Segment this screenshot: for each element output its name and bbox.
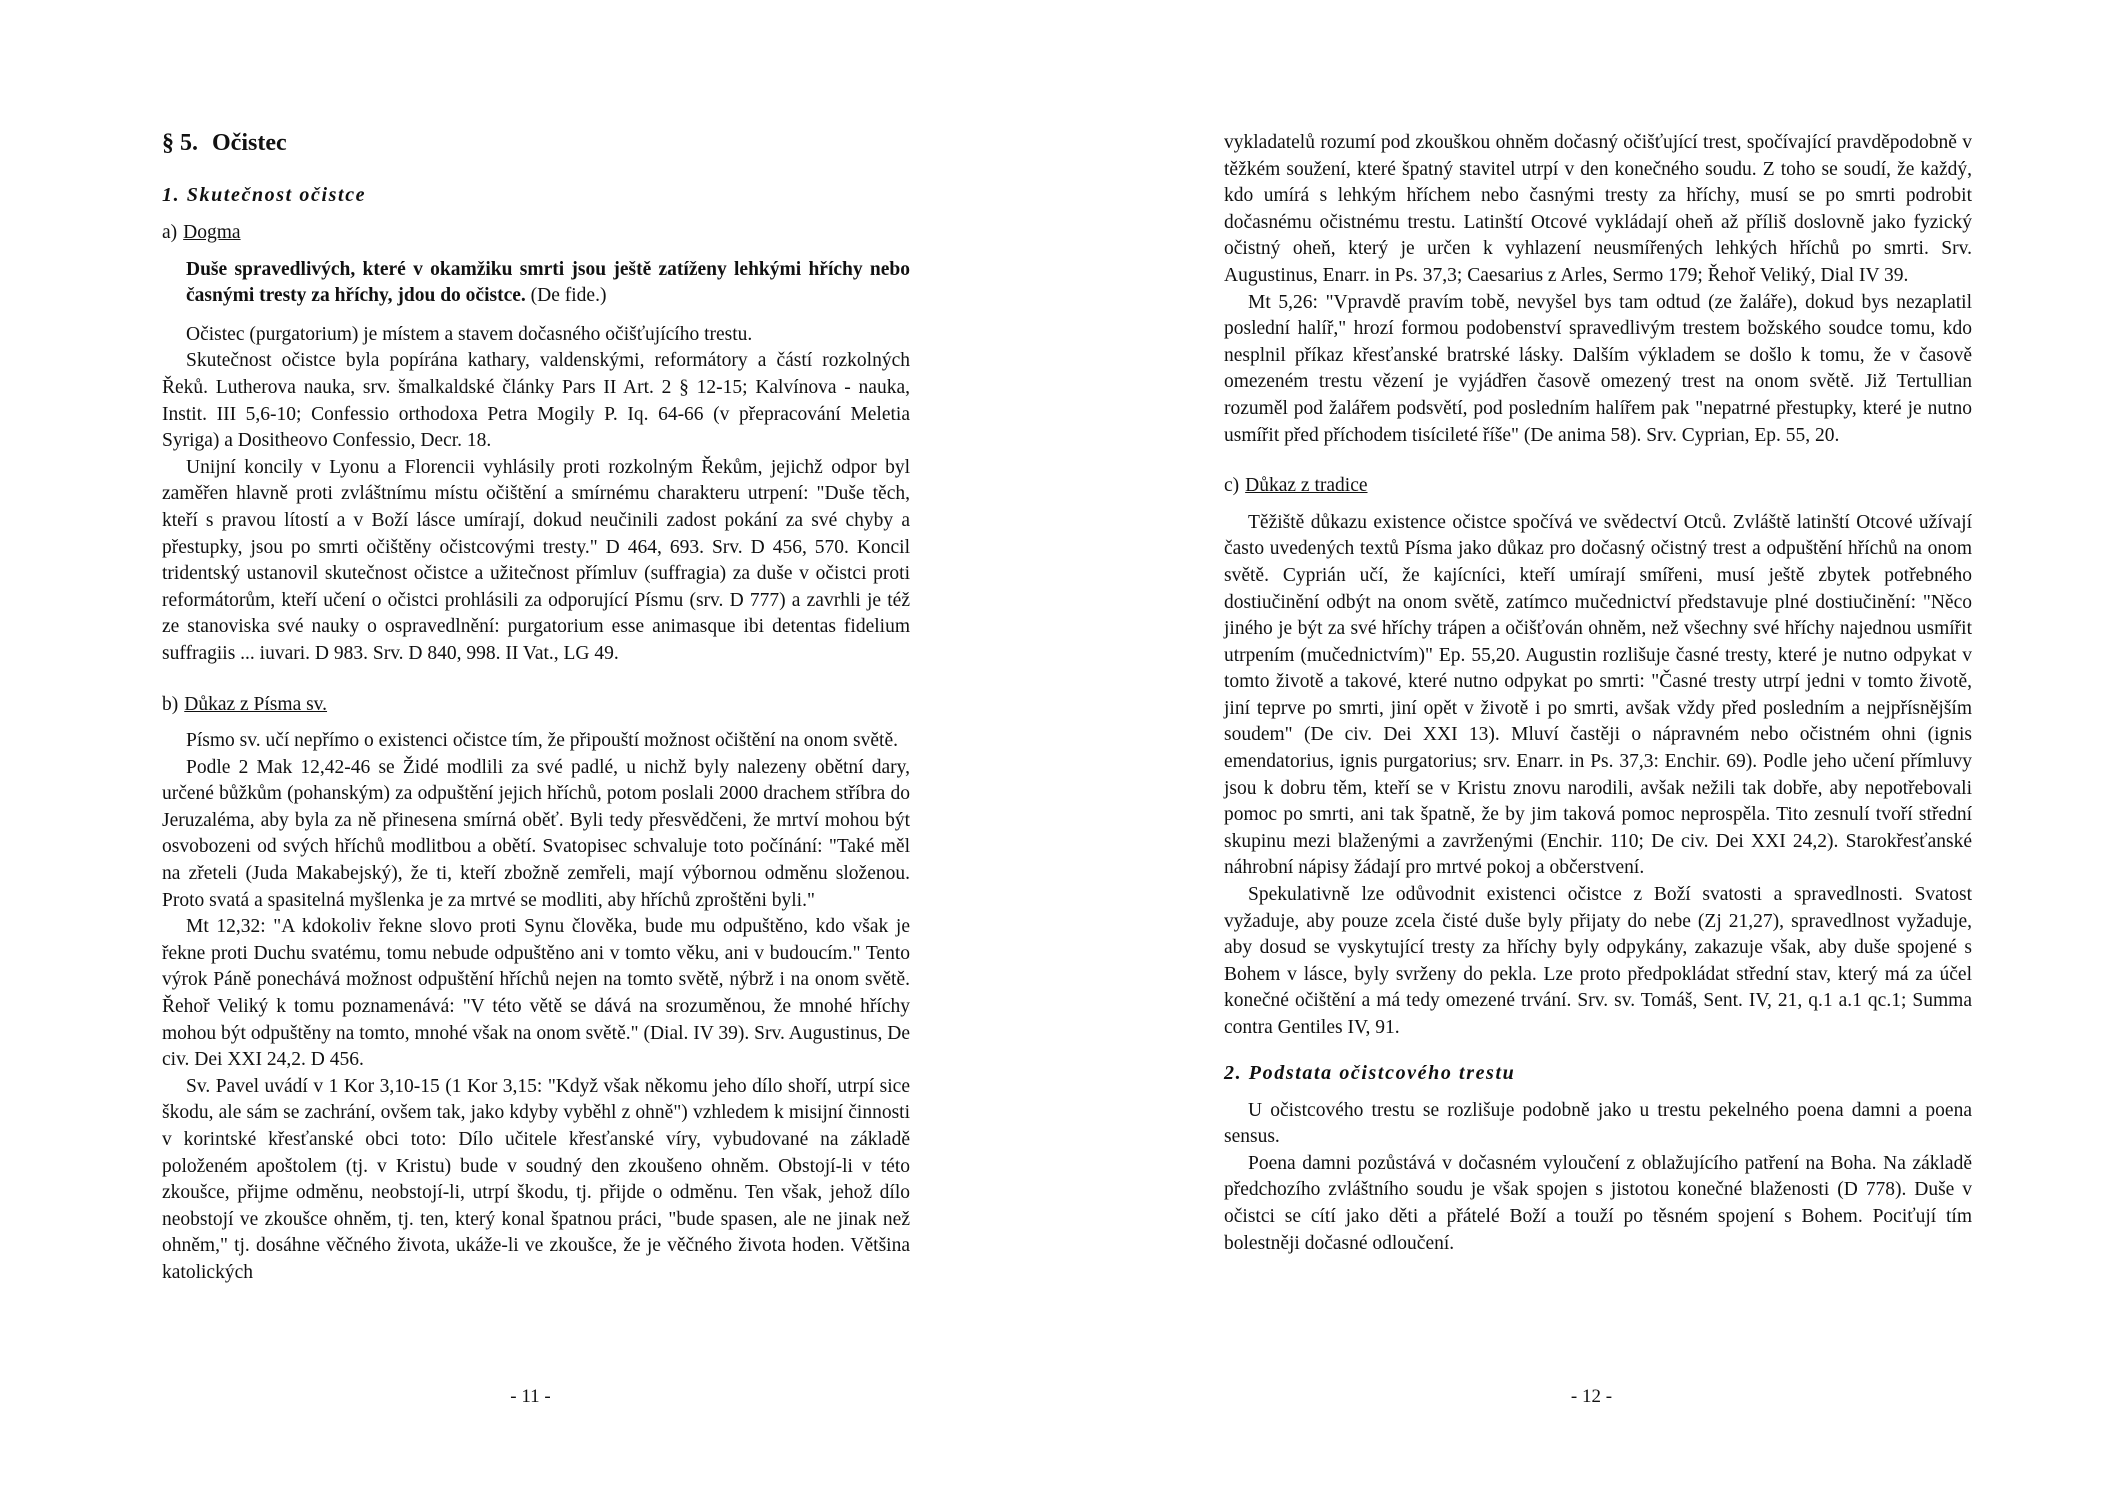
paragraph: Těžiště důkazu existence očistce spočívá ve svědectví Otců. Zvláště latinští Otcové užívají často uvedených textů Písma jako důkaz pro dočasný očistný trest a odpuštění hříchů na onom světě. Cyprián učí, že kajícníci, kteří umírají smířeni, musí ještě zbytek potřebného dostiučinění odbýt na onom světě, zatímco mučednictví představuje plné dostiučinění: "Něco jiného je být za své hříchy trápen a očišťován ohněm, než všechny své hříchy najednou usmířit utrpením (mučednictvím)" Ep. 55,20. Augustin rozlišuje časné tresty, které je nutno odpykat v tomto životě a takové, které nutno odpykat po smrti: "Časné tresty utrpí jedni v tomto životě, jiní teprve po smrti, jiní opět v životě i po smrti, avšak vždy před posledním a nejpřísnějším soudem" (De civ. Dei XXI 13). Mluví častěji o nápravném nebo očistném ohni (ignis emendatorius, ignis purgatorius; srv. Enarr. in Ps. 37,3: Enchir. 69). Podle jeho učení přímluvy jsou k dobru těm, kteří se v Kristu znovu narodili, avšak nežili tak dobře, aby nepotřebovali pomoc po smrti, ani tak špatně, že by jim taková pomoc neprospěla. Tito zesnulí tvoří střední skupinu mezi blaženými a zavrženými (Enchir. 110; De civ. Dei XXI 24,2). Starokřesťanské náhrobní nápisy žádají pro mrtvé pokoj a občerstvení.: [1224, 511, 1972, 879]
page-number-right: - 12 -: [1570, 1386, 1613, 1407]
paragraph: Sv. Pavel uvádí v 1 Kor 3,10-15 (1 Kor 3,15: "Když však někomu jeho dílo shoří, utrpí sice škodu, ale sám se zachrání, ovšem tak, jako kdyby vyběhl z ohně") vzhledem k misijní činnosti v korintské křesťanské obci toto: Dílo učitele křesťanské víry, vybudované na základě položeném apoštolem (tj. v Kristu) bude v soudný den zkoušeno ohněm. Obstojí-li v této zkoušce, přijme odměnu, neobstojí-li, utrpí škodu, tj. přijde o odměnu. Ten však, jehož dílo neobstojí ve zkoušce ohněm, tj. ten, který konal špatnou práci, "bude spasen, ale ne jinak než ohněm," tj. dosáhne věčného života, ukáže-li ve zkoušce, že je věčného života hoden. Většina katolických: [162, 1075, 910, 1283]
section-title: Očistec: [212, 130, 287, 156]
subheading-b-title: Důkaz z Písma sv.: [184, 693, 328, 715]
page-right: [1061, 0, 2122, 1501]
paragraph: Spekulativně lze odůvodnit existenci očistce z Boží svatosti a spravedlnosti. Svatost vyžaduje, aby pouze zcela čisté duše byly přijaty do nebe (Zj 21,27), spravedlnost vyžaduje, aby dosud se vyskytující tresty za hříchy byly odpykány, zakazuje však, aby duše spojené s Bohem v lásce, byly svrženy do pekla. Lze proto předpokládat střední stav, který má za účel konečné očištění a má tedy omezené trvání. Srv. sv. Tomáš, Sent. IV, 21, q.1 a.1 qc.1; Summa contra Gentiles IV, 91.: [1224, 884, 1972, 1038]
paragraph: Podle 2 Mak 12,42-46 se Židé modlili za své padlé, u nichž byly nalezeny obětní dary, určené bůžkům (pohanským) za odpuštění jejich hříchů, potom poslali 2000 drachem stříbra do Jeruzaléma, aby byla za ně přinesena smírná oběť. Byli tedy přesvědčeni, že mrtví mohou být osvobozeni od svých hříchů modlitbou a obětí. Svatopisec schvaluje toto počínání: "Také měl na zřeteli (Juda Makabejský), že ti, kteří zbožně zemřeli, mají výbornou odměnu složenou. Proto svatá a spasitelná myšlenka je za mrtvé se modliti, aby hříchů zproštěni byli.": [162, 756, 910, 911]
dogma-statement: [162, 257, 910, 310]
dogma-tag: (De fide.): [525, 285, 607, 307]
section-heading: [162, 128, 910, 158]
subheading-a-label: a): [162, 222, 178, 243]
dogma-text: Duše spravedlivých, které v okamžiku smrti jsou ještě zatíženy lehkými hříchy nebo časnými tresty za hříchy, jdou do očistce.: [186, 258, 910, 307]
paragraph: U očistcového trestu se rozlišuje podobně jako u trestu pekelného poena damni a poena sensus.: [1224, 1099, 1972, 1148]
subheading-b-label: b): [162, 693, 179, 715]
subsection-heading-2: 2. Podstata očistcového trestu: [1224, 1061, 1516, 1084]
paragraph: Poena damni pozůstává v dočasném vyloučení z oblažujícího patření na Boha. Na základě předchozího zvláštního soudu je však spojen s jistotou konečné blaženosti (D 778). Duše v očistci se cítí jako děti a přátelé Boží a touží po těsném spojení s Bohem. Pociťují tím bolestněji dočasné odloučení.: [1224, 1152, 1972, 1254]
text-column-left: [162, 118, 910, 1287]
paragraph: Skutečnost očistce byla popírána kathary, valdenskými, reformátory a částí rozkolných Řeků. Lutherova nauka, srv. šmalkaldské články Pars II Art. 2 § 12-15; Kalvínova - nauka, Instit. III 5,6-10; Confessio orthodoxa Petra Mogily P. Iq. 64-66 (v přepracování Meletia Syriga) a Dositheovo Confessio, Decr. 18.: [162, 350, 910, 452]
subsection-heading-1: 1. Skutečnost očistce: [162, 184, 367, 206]
paragraph: Očistec (purgatorium) je místem a stavem dočasného očišťujícího trestu.: [186, 323, 753, 345]
paragraph: vykladatelů rozumí pod zkouškou ohněm dočasný očišťující trest, spočívající pravděpodobně v těžkém soužení, které špatný stavitel utrpí v den konečného soudu. Z toho se soudí, že každý, kdo umírá s lehkým hříchem nebo časnými tresty za hříchy, musí se po smrti podrobit dočasnému očistnému trestu. Latinští Otcové vykládají oheň až příliš doslovně jako fyzický očistný oheň, který je určen k vyhlazení neusmířených lehkých hříchů po smrti. Srv. Augustinus, Enarr. in Ps. 37,3; Caesarius z Arles, Sermo 179; Řehoř Veliký, Dial IV 39.: [1224, 132, 1972, 286]
paragraph: Mt 5,26: "Vpravdě pravím tobě, nevyšel bys tam odtud (ze žaláře), dokud bys nezaplatil poslední halíř," hrozí formou podobenství spravedlivým trestem božského soudce tomu, kdo nesplnil příkaz křesťanské bratrské lásky. Dalším výkladem se došlo k tomu, že v časově omezeném trestu vězení je vyjádřen časově omezený trest na onom světě. Již Tertullian rozuměl pod žalářem podsvětí, pod posledním halířem pak "nepatrné přestupky, které je nutno usmířit před příchodem tisícileté říše" (De anima 58). Srv. Cyprian, Ep. 55, 20.: [1224, 291, 1972, 446]
subheading-a-title: Dogma: [183, 222, 241, 243]
subheading-c-label: c): [1224, 475, 1240, 497]
page-number-left: - 11 -: [510, 1386, 551, 1407]
text-column-right: [1224, 130, 1972, 1257]
paragraph: Mt 12,32: "A kdokoliv řekne slovo proti Synu člověka, bude mu odpuštěno, kdo však je řekne proti Duchu svatému, tomu nebude odpuštěno ani v tomto věku, ani v budoucím." Tento výrok Páně ponechává možnost odpuštění hříchů nejen na tomto světě, nýbrž i na onom světě. Řehoř Veliký k tomu poznamenává: "V této větě se dává na srozuměnou, že mnohé hříchy mohou být odpuštěny na tomto, mnohé však na onom světě." (Dial. IV 39). Srv. Augustinus, De civ. Dei XXI 24,2. D 456.: [162, 916, 910, 1071]
paragraph: Unijní koncily v Lyonu a Florencii vyhlásily proti rozkolným Řekům, jejichž odpor byl zaměřen hlavně proti zvláštnímu místu očištění a smírnému charakteru utrpení: "Duše těch, kteří s pravou lítostí a v Boží lásce umírají, dokud neučinili zadost pokání za své chyby a přestupky, jsou po smrti očištěny očistcovými tresty." D 464, 693. Srv. D 456, 570. Koncil tridentský ustanovil skutečnost očistce a užitečnost přímluv (suffragia) za duše v očistci proti reformátorům, kteří učení o očistci prohlásili za odporující Písmu (srv. D 777) a zavrhli je též ze stanoviska své nauky o ospravedlnění: purgatorium esse animasque ibi detentas fidelium suffragiis ... iuvari. D 983. Srv. D 840, 998. II Vat., LG 49.: [162, 456, 910, 664]
subheading-b: [162, 692, 910, 719]
subheading-c-title: Důkaz z tradice: [1245, 475, 1368, 497]
paragraph: Písmo sv. učí nepřímo o existenci očistce tím, že připouští možnost očištění na onom světě.: [186, 730, 898, 752]
subheading-a: [162, 220, 910, 247]
subheading-c: [1224, 473, 1972, 500]
section-number: § 5.: [162, 130, 198, 156]
